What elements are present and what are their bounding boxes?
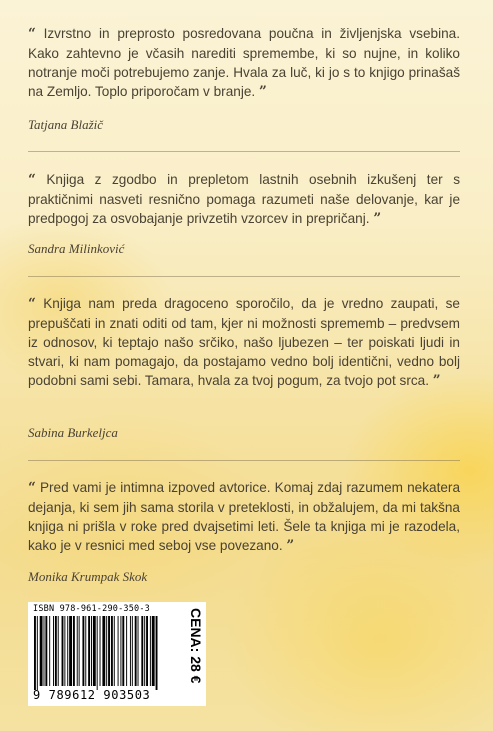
testimonial-3-author: Sabina Burkeljca	[28, 425, 118, 440]
close-quote-icon: ”	[286, 538, 295, 554]
open-quote-icon: “	[28, 296, 36, 312]
barcode-digits: 9 789612 903503	[33, 688, 151, 702]
close-quote-icon: ”	[258, 84, 267, 100]
open-quote-icon: “	[28, 172, 36, 188]
testimonial-1-author: Tatjana Blažič	[28, 117, 104, 132]
testimonial-3-text: “ Knjiga nam preda dragoceno sporočilo, da je vredno zaupati, se prepuščati in znati oditi od tam, kjer ni možnosti sprememb – predvsem iz odnosov, ki teptajo našo srčiko, našo ljubezen – ter poiskati ljudi in stvari, ki nam pomagajo, da postajamo vedno bolj identični, vedno bolj podobni sami sebi. Tamara, hvala za tvoj pogum, za tvojo pot srca. ”	[28, 296, 460, 389]
divider	[28, 460, 460, 461]
testimonial-2-author: Sandra Milinković	[28, 241, 125, 256]
open-quote-icon: “	[28, 480, 36, 496]
testimonial-2-text: “ Knjiga z zgodbo in prepletom lastnih osebnih izkušenj ter s praktičnimi nasveti resnično pomaga razumeti naše delovanje, kar je predpogoj za osvobajanje privzetih vzorcev in prepričanj. ”	[28, 172, 460, 227]
close-quote-icon: ”	[373, 211, 382, 227]
barcode-icon	[34, 616, 178, 690]
open-quote-icon: “	[28, 26, 36, 42]
barcode-panel	[28, 602, 206, 706]
isbn-label: ISBN 978-961-290-350-3	[33, 604, 150, 614]
close-quote-icon: ”	[432, 373, 441, 389]
testimonial-4-author: Monika Krumpak Skok	[28, 569, 148, 584]
price-label: CENA: 28 €	[188, 608, 204, 684]
testimonial-1-text: “ Izvrstno in preprosto posredovana poučna in življenjska vsebina. Kako zahtevno je včasih narediti spremembe, ki so nujne, in koliko notranje moči potrebujemo zanje. Hvala za luč, ki jo s to knjigo prinašaš na Zemljo. Toplo priporočam v branje. ”	[28, 26, 460, 100]
testimonial-4-text: “ Pred vami je intimna izpoved avtorice. Komaj zdaj razumem nekatera dejanja, ki sem jih sama storila v preteklosti, in obžalujem, da mi takšna knjiga ni prišla v roke pred dvajsetimi leti. Šele ta knjiga mi je razodela, kako je v resnici med seboj vse povezano. ”	[28, 480, 461, 554]
divider	[28, 276, 460, 277]
divider	[28, 151, 460, 152]
